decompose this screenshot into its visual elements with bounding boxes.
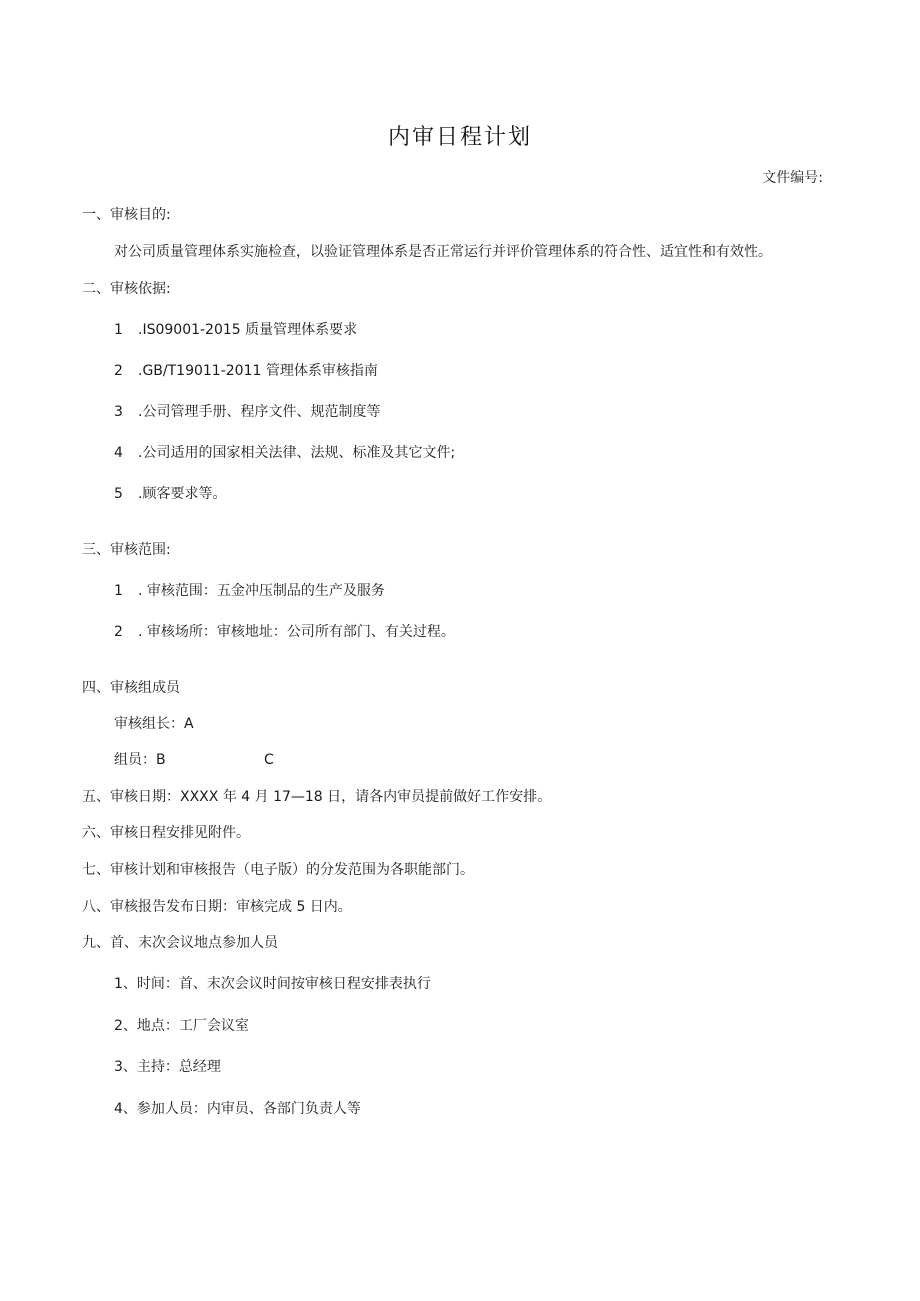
item-text: . 审核范围：五金冲压制品的生产及服务 <box>138 583 385 599</box>
item-number: 4 <box>114 445 123 461</box>
audit-team-members <box>114 750 274 770</box>
meeting-item-4: 4、参加人员：内审员、各部门负责人等 <box>114 1101 361 1117</box>
member-b: 组员：B <box>114 752 166 768</box>
item-text: . 审核场所：审核地址：公司所有部门、有关过程。 <box>138 624 455 640</box>
meeting-item-1: 1、时间：首、末次会议时间按审核日程安排表执行 <box>114 976 431 992</box>
document-number-label: 文件编号: <box>762 170 823 186</box>
document-title: 内审日程计划 <box>387 125 532 150</box>
meeting-item-3: 3、主持：总经理 <box>114 1059 221 1075</box>
basis-item-3 <box>114 402 380 422</box>
section-1-text: 对公司质量管理体系实施检查，以验证管理体系是否正常运行并评价管理体系的符合性、适宜性和有效性。 <box>114 244 772 260</box>
item-number: 3 <box>114 404 123 420</box>
item-number: 2 <box>114 363 123 379</box>
item-number: 1 <box>114 583 123 599</box>
item-text: .IS09001-2015 质量管理体系要求 <box>138 322 358 338</box>
section-3-heading: 三、审核范围: <box>82 542 171 558</box>
item-number: 1 <box>114 322 123 338</box>
item-text: .公司管理手册、程序文件、规范制度等 <box>138 404 381 420</box>
member-c: C <box>264 752 274 768</box>
section-6-schedule: 六、审核日程安排见附件。 <box>82 825 250 841</box>
audit-team-leader: 审核组长：A <box>114 716 194 732</box>
basis-item-5 <box>114 484 226 504</box>
section-8-report-date: 八、审核报告发布日期：审核完成 5 日内。 <box>82 899 352 915</box>
section-9-heading: 九、首、末次会议地点参加人员 <box>82 935 278 951</box>
item-text: .GB/T19011-2011 管理体系审核指南 <box>138 363 378 379</box>
section-4-heading: 四、审核组成员 <box>82 680 180 696</box>
item-text: .公司适用的国家相关法律、法规、标准及其它文件; <box>138 445 456 461</box>
basis-item-2 <box>114 361 378 381</box>
item-number: 5 <box>114 486 123 502</box>
scope-item-2 <box>114 622 455 642</box>
section-2-heading: 二、审核依据: <box>82 281 171 297</box>
section-5-audit-date: 五、审核日期：XXXX 年 4 月 17—18 日，请各内审员提前做好工作安排。 <box>82 789 552 805</box>
item-text: .顾客要求等。 <box>138 486 227 502</box>
section-7-distribution: 七、审核计划和审核报告（电子版）的分发范围为各职能部门。 <box>82 862 474 878</box>
basis-item-4 <box>114 443 455 463</box>
scope-item-1 <box>114 581 385 601</box>
section-1-heading: 一、审核目的: <box>82 207 171 223</box>
meeting-item-2: 2、地点：工厂会议室 <box>114 1018 249 1034</box>
item-number: 2 <box>114 624 123 640</box>
basis-item-1 <box>114 320 357 340</box>
